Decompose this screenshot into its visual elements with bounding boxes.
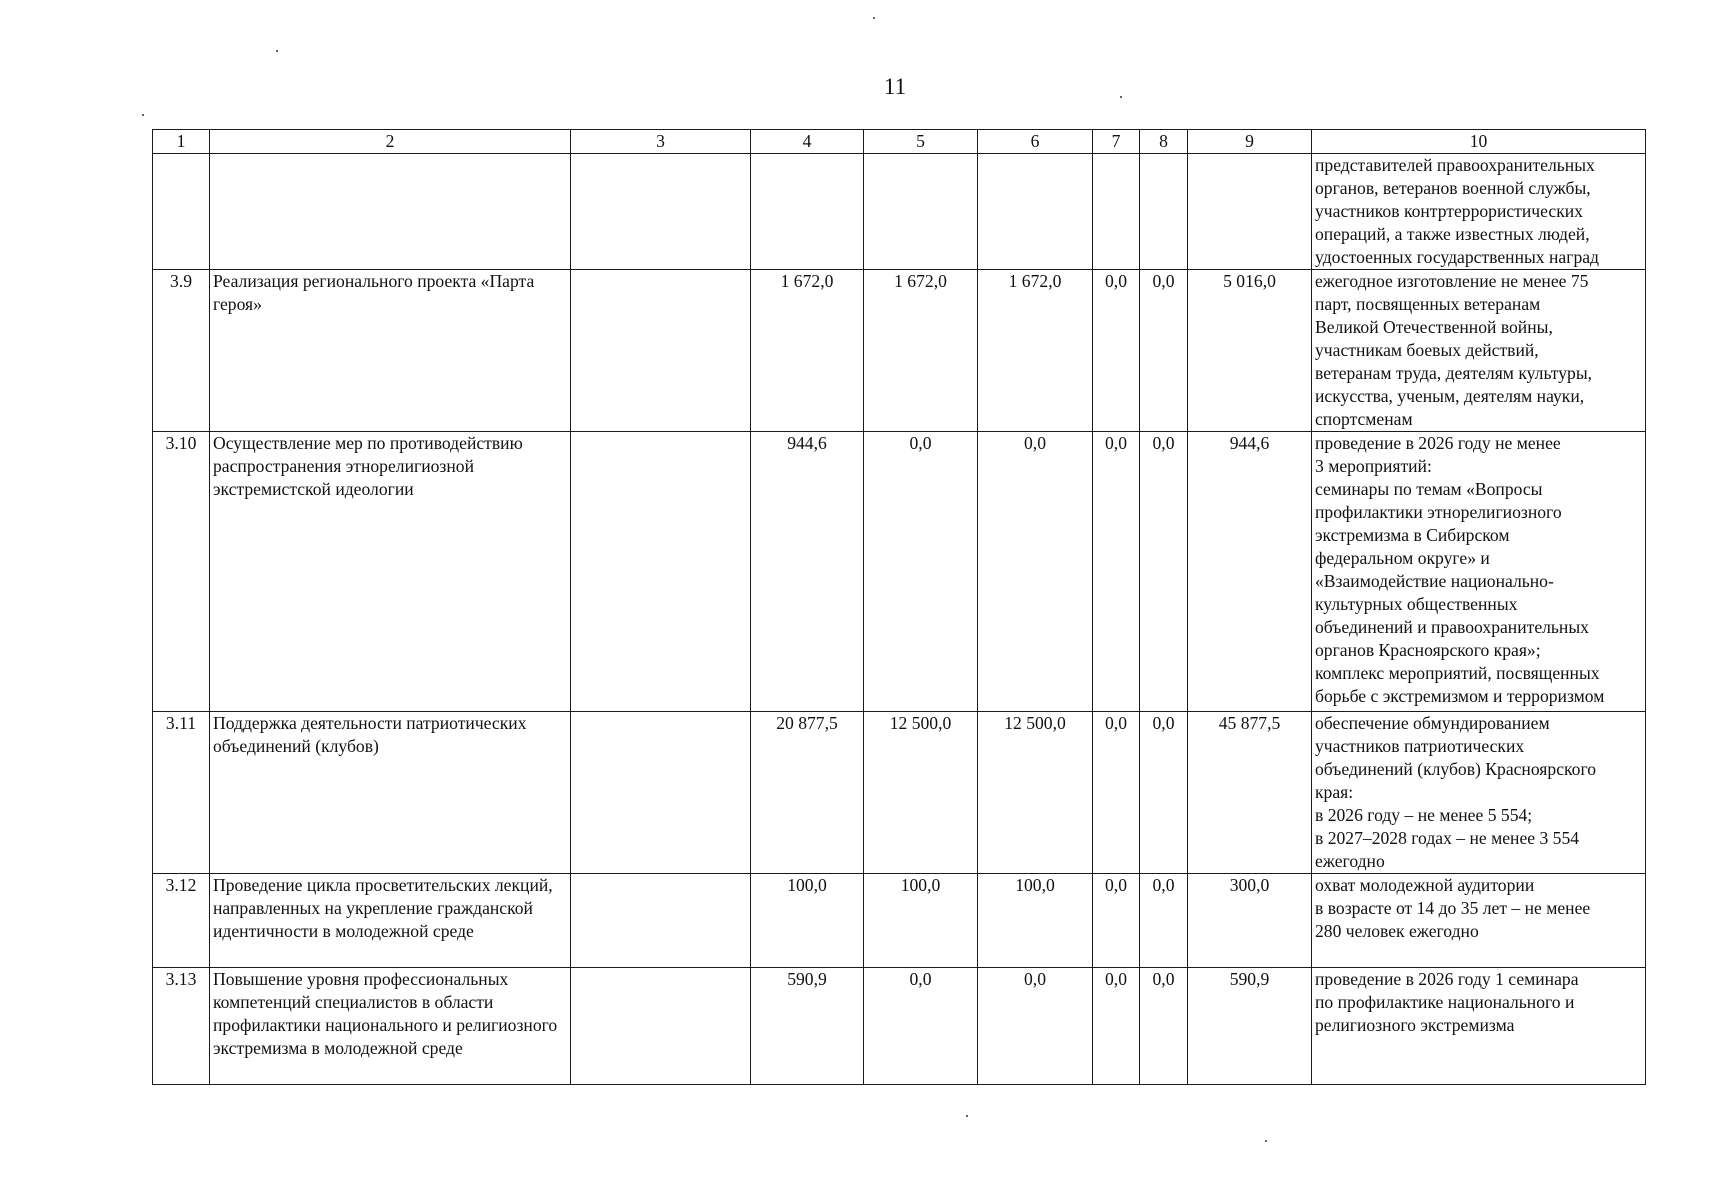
amount-col4-cell: 20 877,5	[751, 712, 864, 874]
amount-total-cell: 300,0	[1188, 874, 1312, 968]
amount-col7-cell: 0,0	[1093, 432, 1140, 712]
column-header-2: 2	[210, 130, 571, 154]
column-header-8: 8	[1140, 130, 1188, 154]
amount-col6-cell: 100,0	[978, 874, 1093, 968]
amount-total-cell: 944,6	[1188, 432, 1312, 712]
column-header-9: 9	[1188, 130, 1312, 154]
table-row-3-13	[153, 968, 1646, 1085]
amount-col6-cell: 1 672,0	[978, 270, 1093, 432]
scan-speck	[966, 1115, 968, 1117]
amount-col5-cell: 12 500,0	[864, 712, 978, 874]
row-number-cell: 3.12	[153, 874, 210, 968]
amount-col4-cell: 1 672,0	[751, 270, 864, 432]
column-header-4: 4	[751, 130, 864, 154]
amount-col6-cell: 0,0	[978, 432, 1093, 712]
amount-total-cell	[1188, 154, 1312, 270]
amount-total-cell: 590,9	[1188, 968, 1312, 1085]
amount-col8-cell: 0,0	[1140, 874, 1188, 968]
amount-col7-cell: 0,0	[1093, 270, 1140, 432]
expected-result-cell: обеспечение обмундированием участников патриотических объединений (клубов) Красноярского края: в 2026 году – не менее 5 554; в 2027–2028 годах – не менее 3 554 ежегодно	[1312, 712, 1646, 874]
executor-cell	[571, 270, 751, 432]
table-row-3-12	[153, 874, 1646, 968]
measure-name-cell	[210, 154, 571, 270]
row-number-cell: 3.10	[153, 432, 210, 712]
expected-result-cell: ежегодное изготовление не менее 75 парт, посвященных ветеранам Великой Отечественной войны, участникам боевых действий, ветеранам труда, деятелям культуры, искусства, ученым, деятелям науки, спортсменам	[1312, 270, 1646, 432]
amount-col8-cell: 0,0	[1140, 968, 1188, 1085]
page-number: 11	[883, 74, 907, 99]
amount-col7-cell: 0,0	[1093, 712, 1140, 874]
column-number-header-row	[153, 130, 1646, 154]
expected-result-cell: проведение в 2026 году не менее 3 мероприятий: семинары по темам «Вопросы профилактики этнорелигиозного экстремизма в Сибирском федеральном округе» и «Взаимодействие национально- культурных общественных объединений и правоохранительных органов Красноярского края»; комплекс мероприятий, посвященных борьбе с экстремизмом и терроризмом	[1312, 432, 1646, 712]
amount-col4-cell: 100,0	[751, 874, 864, 968]
measure-name-cell: Проведение цикла просветительских лекций, направленных на укрепление гражданской идентичности в молодежной среде	[210, 874, 571, 968]
amount-col5-cell: 0,0	[864, 432, 978, 712]
amount-col4-cell	[751, 154, 864, 270]
scan-speck	[873, 17, 875, 19]
scan-speck	[276, 50, 278, 52]
executor-cell	[571, 432, 751, 712]
amount-col8-cell: 0,0	[1140, 712, 1188, 874]
program-measures-table	[152, 129, 1646, 1085]
amount-col7-cell	[1093, 154, 1140, 270]
column-header-3: 3	[571, 130, 751, 154]
column-header-10: 10	[1312, 130, 1646, 154]
column-header-5: 5	[864, 130, 978, 154]
amount-col7-cell: 0,0	[1093, 968, 1140, 1085]
column-header-1: 1	[153, 130, 210, 154]
amount-col5-cell	[864, 154, 978, 270]
amount-col6-cell: 0,0	[978, 968, 1093, 1085]
row-number-cell: 3.9	[153, 270, 210, 432]
executor-cell	[571, 712, 751, 874]
amount-col5-cell: 100,0	[864, 874, 978, 968]
table-row-3-10	[153, 432, 1646, 712]
table-row-3-11	[153, 712, 1646, 874]
executor-cell	[571, 154, 751, 270]
expected-result-cell: проведение в 2026 году 1 семинара по профилактике национального и религиозного экстремизма	[1312, 968, 1646, 1085]
column-header-6: 6	[978, 130, 1093, 154]
executor-cell	[571, 874, 751, 968]
amount-col7-cell: 0,0	[1093, 874, 1140, 968]
amount-col6-cell	[978, 154, 1093, 270]
amount-col8-cell	[1140, 154, 1188, 270]
executor-cell	[571, 968, 751, 1085]
amount-col5-cell: 1 672,0	[864, 270, 978, 432]
row-number-cell	[153, 154, 210, 270]
scan-speck	[1120, 96, 1122, 98]
table-row-continuation	[153, 154, 1646, 270]
scan-speck	[142, 114, 144, 116]
row-number-cell: 3.11	[153, 712, 210, 874]
expected-result-cell: охват молодежной аудитории в возрасте от 14 до 35 лет – не менее 280 человек ежегодно	[1312, 874, 1646, 968]
expected-result-cell: представителей правоохранительных органов, ветеранов военной службы, участников контртеррористических операций, а также известных людей, удостоенных государственных наград	[1312, 154, 1646, 270]
measure-name-cell: Повышение уровня профессиональных компетенций специалистов в области профилактики национального и религиозного экстремизма в молодежной среде	[210, 968, 571, 1085]
amount-col6-cell: 12 500,0	[978, 712, 1093, 874]
table-row-3-9	[153, 270, 1646, 432]
measure-name-cell: Осуществление мер по противодействию распространения этнорелигиозной экстремистской идеологии	[210, 432, 571, 712]
amount-col8-cell: 0,0	[1140, 270, 1188, 432]
measure-name-cell: Реализация регионального проекта «Парта героя»	[210, 270, 571, 432]
amount-total-cell: 45 877,5	[1188, 712, 1312, 874]
row-number-cell: 3.13	[153, 968, 210, 1085]
measure-name-cell: Поддержка деятельности патриотических объединений (клубов)	[210, 712, 571, 874]
amount-col8-cell: 0,0	[1140, 432, 1188, 712]
scan-speck	[1265, 1140, 1267, 1142]
amount-col4-cell: 590,9	[751, 968, 864, 1085]
amount-col4-cell: 944,6	[751, 432, 864, 712]
column-header-7: 7	[1093, 130, 1140, 154]
amount-col5-cell: 0,0	[864, 968, 978, 1085]
amount-total-cell: 5 016,0	[1188, 270, 1312, 432]
